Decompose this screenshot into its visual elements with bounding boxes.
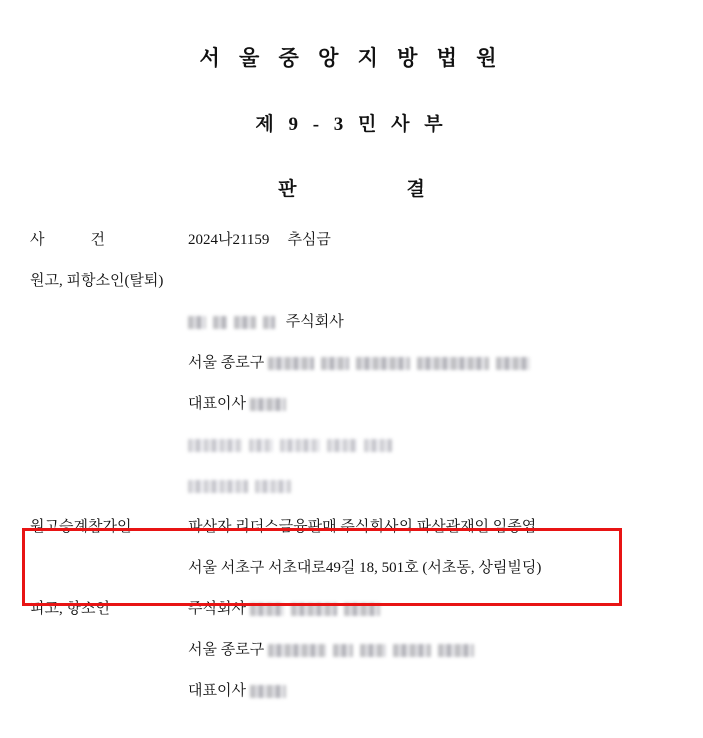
plaintiff-label-row — [30, 274, 703, 315]
court-title: 서 울 중 앙 지 방 법 원 — [199, 46, 504, 70]
plaintiff-address-value — [188, 356, 537, 371]
plaintiff-representative-redaction — [250, 397, 293, 412]
plaintiff-extra-value-2 — [188, 479, 298, 494]
defendant-address-redaction — [268, 643, 481, 658]
plaintiff-representative-value — [188, 397, 293, 412]
plaintiff-label: 원고, 피항소인(탈퇴) — [30, 273, 164, 289]
defendant-representative-redaction — [250, 684, 293, 699]
defendant-company-prefix: 주식회사 — [188, 601, 246, 617]
case-label-char2: 건 — [90, 232, 105, 248]
defendant-name-value — [188, 602, 387, 617]
defendant-name-redaction — [250, 602, 387, 617]
defendant-address-row — [30, 643, 703, 684]
successor-row-line2 — [30, 561, 703, 602]
case-row — [30, 233, 703, 274]
plaintiff-address-redaction — [268, 356, 537, 371]
defendant-representative-row — [30, 684, 703, 725]
plaintiff-name-redaction — [188, 315, 282, 330]
plaintiff-extra-redaction-1 — [188, 438, 399, 453]
defendant-address-value — [188, 643, 481, 658]
case-label — [30, 233, 188, 248]
plaintiff-representative-row — [30, 397, 703, 438]
judgment-document-page — [0, 42, 703, 738]
plaintiff-extra-value-1 — [188, 438, 399, 453]
successor-row-line1 — [30, 520, 703, 561]
defendant-label: 피고, 항소인 — [30, 601, 110, 617]
defendant-representative-value — [188, 684, 293, 699]
document-type-heading — [0, 174, 703, 201]
plaintiff-address-row — [30, 356, 703, 397]
plaintiff-name-value — [188, 315, 344, 330]
document-body — [0, 233, 703, 725]
case-value — [188, 233, 331, 248]
document-type-right: 결 — [406, 179, 425, 200]
plaintiff-name-row — [30, 315, 703, 356]
case-label-char1: 사 — [30, 232, 45, 248]
document-type-left: 판 — [278, 179, 297, 200]
plaintiff-extra-redaction-2 — [188, 479, 298, 494]
panel-title: 제 9 - 3 민 사 부 — [255, 114, 448, 135]
successor-line2: 서울 서초구 서초대로49길 18, 501호 (서초동, 상림빌딩) — [188, 560, 542, 576]
case-name: 추심금 — [287, 232, 331, 248]
successor-line1: 파산자 리더스금융판매 주식회사의 파산관재인 임종엽 — [188, 519, 537, 535]
defendant-name-row — [30, 602, 703, 643]
defendant-representative-label: 대표이사 — [188, 683, 246, 699]
plaintiff-extra-row-2 — [30, 479, 703, 520]
case-number: 2024나21159 — [188, 232, 270, 248]
defendant-address-prefix: 서울 종로구 — [188, 642, 265, 658]
plaintiff-extra-row-1 — [30, 438, 703, 479]
plaintiff-address-prefix: 서울 종로구 — [188, 355, 265, 371]
successor-label: 원고승계참가인 — [30, 519, 132, 535]
plaintiff-representative-label: 대표이사 — [188, 396, 246, 412]
plaintiff-company-suffix: 주식회사 — [285, 314, 344, 330]
